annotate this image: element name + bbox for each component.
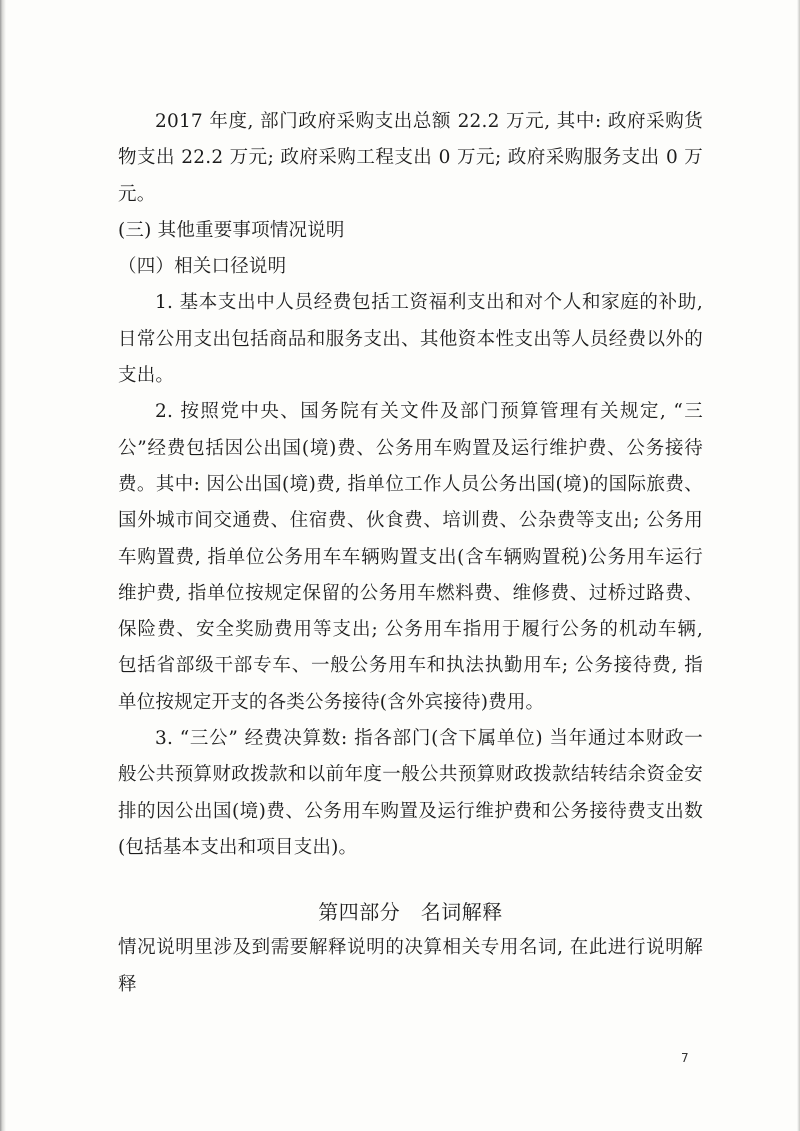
- page-number: 7: [681, 1051, 689, 1065]
- procurement-paragraph: 2017 年度, 部门政府采购支出总额 22.2 万元, 其中: 政府采购货物支出 22.2 万元; 政府采购工程支出 0 万元; 政府采购服务支出 0 万元。: [118, 111, 703, 205]
- document-body: [118, 104, 703, 1003]
- scope-item-1: 1. 基本支出中人员经费包括工资福利支出和对个人和家庭的补助, 日常公用支出包括商品和服务支出、其他资本性支出等人员经费以外的支出。: [118, 292, 703, 387]
- scope-item-2: 2. 按照党中央、国务院有关文件及部门预算管理有关规定, “三公”经费包括因公出国(境)费、公务用车购置及运行维护费、公务接待费。其中: 因公出国(境)费, 指单位工作人员公务出国(境)的国际旅费、国外城市间交通费、住宿费、伙食费、培训费、公杂费等支出; 公务用车购置费, 指单位公务用车车辆购置支出(含车辆购置税)公务用车运行维护费, 指单位按规定保留的公务用车燃料费、维修费、过桥过路费、保险费、安全奖励费用等支出; 公务用车指用于履行公务的机动车辆, 包括省部级干部专车、一般公务用车和执法执勤用车; 公务接待费, 指单位按规定开支的各类公务接待(含外宾接待)费用。: [118, 401, 703, 713]
- heading-other-matters: (三) 其他重要事项情况说明: [118, 219, 345, 241]
- scope-item-3: 3. “三公” 经费决算数: 指各部门(含下属单位) 当年通过本财政一般公共预算财政拨款和以前年度一般公共预算财政拨款结转结余资金安排的因公出国(境)费、公务用车购置及运行维护费和公务接待费支出数(包括基本支出和项目支出)。: [118, 728, 703, 858]
- section-title: 第四部分 名词解释: [318, 900, 503, 925]
- heading-scope-notes: （四）相关口径说明: [118, 256, 287, 278]
- section-gap: [118, 866, 703, 894]
- section-intro: 情况说明里涉及到需要解释说明的决算相关专用名词, 在此进行说明解释: [118, 937, 703, 995]
- scan-shadow-left: [0, 0, 6, 1131]
